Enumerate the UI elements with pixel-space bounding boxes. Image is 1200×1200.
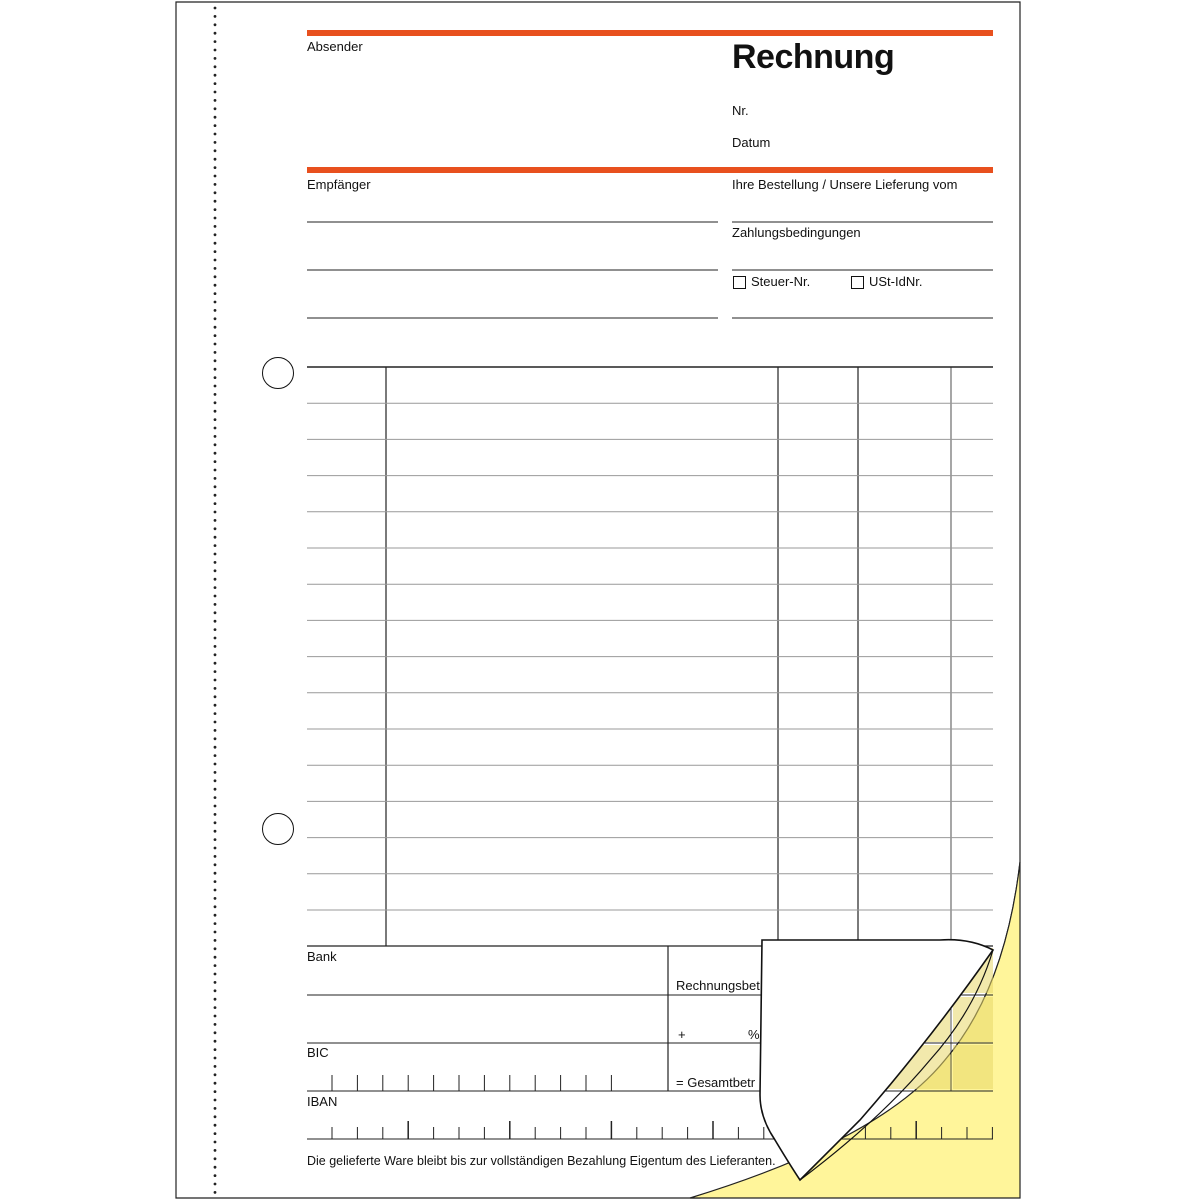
perforation-dot [214, 82, 217, 85]
perforation-dot [214, 536, 217, 539]
punch-hole-top [262, 357, 294, 389]
perforation-dot [214, 863, 217, 866]
perforation-dot [214, 124, 217, 127]
perforation-dot [214, 351, 217, 354]
perforation-dot [214, 897, 217, 900]
perforation-dot [214, 620, 217, 623]
perforation-dot [214, 301, 217, 304]
perforation-dot [214, 385, 217, 388]
perforation-dot [214, 116, 217, 119]
perforation-dot [214, 200, 217, 203]
perforation-dot [214, 855, 217, 858]
perforation-dot [214, 796, 217, 799]
perforation-dot [214, 259, 217, 262]
perforation-dot [214, 401, 217, 404]
perforation-dot [214, 847, 217, 850]
perforation-dot [214, 779, 217, 782]
perforation-dot [214, 603, 217, 606]
perforation-dot [214, 460, 217, 463]
perforation-dot [214, 981, 217, 984]
iban-label: IBAN [307, 1094, 338, 1109]
perforation-dot [214, 485, 217, 488]
perforation-dot [214, 553, 217, 556]
perforation-dot [214, 418, 217, 421]
perforation-dot [214, 1006, 217, 1009]
perforation-dot [214, 872, 217, 875]
perforation-dot [214, 788, 217, 791]
perforation-dot [214, 74, 217, 77]
vat-id-label: USt-IdNr. [869, 274, 923, 289]
perforation-dot [214, 1149, 217, 1152]
perforation-dot [214, 1183, 217, 1186]
perforation-dot [214, 1048, 217, 1051]
bic-label: BIC [307, 1045, 329, 1060]
perforation-dot [214, 838, 217, 841]
tax-number-checkbox[interactable] [733, 276, 746, 289]
perforation-dot [214, 99, 217, 102]
perforation-dot [214, 502, 217, 505]
perforation-dot [214, 998, 217, 1001]
perforation-dot [214, 578, 217, 581]
perforation-dot [214, 107, 217, 110]
perforation-dot [214, 217, 217, 220]
perforation-dot [214, 158, 217, 161]
perforation-dot [214, 191, 217, 194]
order-delivery-label: Ihre Bestellung / Unsere Lieferung vom [732, 177, 958, 192]
perforation-dot [214, 393, 217, 396]
perforation-dot [214, 1124, 217, 1127]
retention-of-title-note: Die gelieferte Ware bleibt bis zur vollständigen Bezahlung Eigentum des Lieferanten. [307, 1154, 776, 1168]
perforation-dot [214, 687, 217, 690]
perforation-dot [214, 1132, 217, 1135]
perforation-dot [214, 309, 217, 312]
perforation-dot [214, 326, 217, 329]
perforation-dot [214, 712, 217, 715]
perforation-dot [214, 637, 217, 640]
perforation-dot [214, 1191, 217, 1194]
perforation-dot [214, 343, 217, 346]
perforation-dot [214, 292, 217, 295]
perforation-dot [214, 737, 217, 740]
perforation-dot [214, 922, 217, 925]
perforation-dot [214, 771, 217, 774]
perforation-dot [214, 1040, 217, 1043]
perforation-dot [214, 242, 217, 245]
perforation-dot [214, 763, 217, 766]
perforation-dot [214, 746, 217, 749]
perforation-dot [214, 805, 217, 808]
perforation-dot [214, 653, 217, 656]
perforation-dot [214, 1031, 217, 1034]
perforation-dot [214, 233, 217, 236]
punch-hole-bottom [262, 813, 294, 845]
perforation-dot [214, 931, 217, 934]
perforation-dot [214, 880, 217, 883]
perforation-dot [214, 494, 217, 497]
perforation-dot [214, 359, 217, 362]
perforation-dot [214, 317, 217, 320]
perforation-dot [214, 754, 217, 757]
perforation-dot [214, 973, 217, 976]
total-amount-label: = Gesamtbetr [676, 1075, 756, 1090]
perforation-dot [214, 947, 217, 950]
perforation-dot [214, 166, 217, 169]
tax-number-label: Steuer-Nr. [751, 274, 811, 289]
date-label: Datum [732, 135, 771, 150]
perforation-dot [214, 914, 217, 917]
perforation-dot [214, 821, 217, 824]
perforation-dot [214, 57, 217, 60]
perforation-dot [214, 662, 217, 665]
perforation-dot [214, 427, 217, 430]
perforation-dot [214, 376, 217, 379]
perforation-dot [214, 964, 217, 967]
perforation-dot [214, 813, 217, 816]
perforation-dot [214, 141, 217, 144]
perforation-dot [214, 1174, 217, 1177]
perforation-dot [214, 1099, 217, 1102]
perforation-dot [214, 721, 217, 724]
perforation-dot [214, 225, 217, 228]
perforation-dot [214, 91, 217, 94]
perforation-dot [214, 452, 217, 455]
perforation-dot [214, 511, 217, 514]
perforation-dot [214, 586, 217, 589]
perforation-dot [214, 250, 217, 253]
perforation-dot [214, 527, 217, 530]
perforation-dot [214, 989, 217, 992]
vat-id-checkbox[interactable] [851, 276, 864, 289]
perforation-dot [214, 704, 217, 707]
perforation-dot [214, 645, 217, 648]
perforation-dot [214, 729, 217, 732]
perforation-dot [214, 1073, 217, 1076]
perforation-dot [214, 1166, 217, 1169]
perforation-dot [214, 469, 217, 472]
perforation-dot [214, 15, 217, 18]
perforation-dot [214, 183, 217, 186]
perforation-dot [214, 49, 217, 52]
perforation-dot [214, 830, 217, 833]
perforation-dot [214, 628, 217, 631]
form-title: Rechnung [732, 38, 895, 76]
perforation-dot [214, 670, 217, 673]
perforation-dot [214, 519, 217, 522]
perforation-dot [214, 443, 217, 446]
perforation-dot [214, 595, 217, 598]
perforation-dot [214, 1023, 217, 1026]
plus-sign: + [678, 1027, 686, 1042]
perforation-dot [214, 175, 217, 178]
perforation-dot [214, 208, 217, 211]
accent-stripe-top [307, 30, 993, 36]
recipient-label: Empfänger [307, 177, 371, 192]
perforation-dot [214, 1082, 217, 1085]
perforation-dot [214, 611, 217, 614]
perforation-dot [214, 65, 217, 68]
perforation-dot [214, 334, 217, 337]
percent-sign: % [748, 1027, 760, 1042]
perforation-dot [214, 149, 217, 152]
perforation-dot [214, 956, 217, 959]
perforation-dot [214, 410, 217, 413]
perforation-dot [214, 133, 217, 136]
perforation-dot [214, 368, 217, 371]
perforation-dot [214, 695, 217, 698]
perforation-dot [214, 905, 217, 908]
perforation-dot [214, 284, 217, 287]
perforation-dot [214, 561, 217, 564]
sender-label: Absender [307, 39, 363, 54]
perforation-dot [214, 477, 217, 480]
perforation-dot [214, 1090, 217, 1093]
perforation-dot [214, 1107, 217, 1110]
accent-stripe-middle [307, 167, 993, 173]
perforation-dot [214, 1015, 217, 1018]
perforation-dot [214, 435, 217, 438]
perforation-dot [214, 679, 217, 682]
perforation-dot [214, 40, 217, 43]
perforation-dot [214, 1065, 217, 1068]
invoice-amount-label: Rechnungsbet [676, 978, 760, 993]
payment-terms-label: Zahlungsbedingungen [732, 225, 861, 240]
perforation-dot [214, 1157, 217, 1160]
bank-label: Bank [307, 949, 337, 964]
perforation-dot [214, 32, 217, 35]
perforation-dot [214, 544, 217, 547]
perforation-dot [214, 569, 217, 572]
perforation-dot [214, 267, 217, 270]
perforation-dot [214, 275, 217, 278]
perforation-dot [214, 1115, 217, 1118]
perforation-dot [214, 889, 217, 892]
perforation-dot [214, 1057, 217, 1060]
invoice-number-label: Nr. [732, 103, 749, 118]
perforation-dot [214, 23, 217, 26]
perforation-dot [214, 939, 217, 942]
perforation-dot [214, 7, 217, 10]
perforation-dot [214, 1141, 217, 1144]
